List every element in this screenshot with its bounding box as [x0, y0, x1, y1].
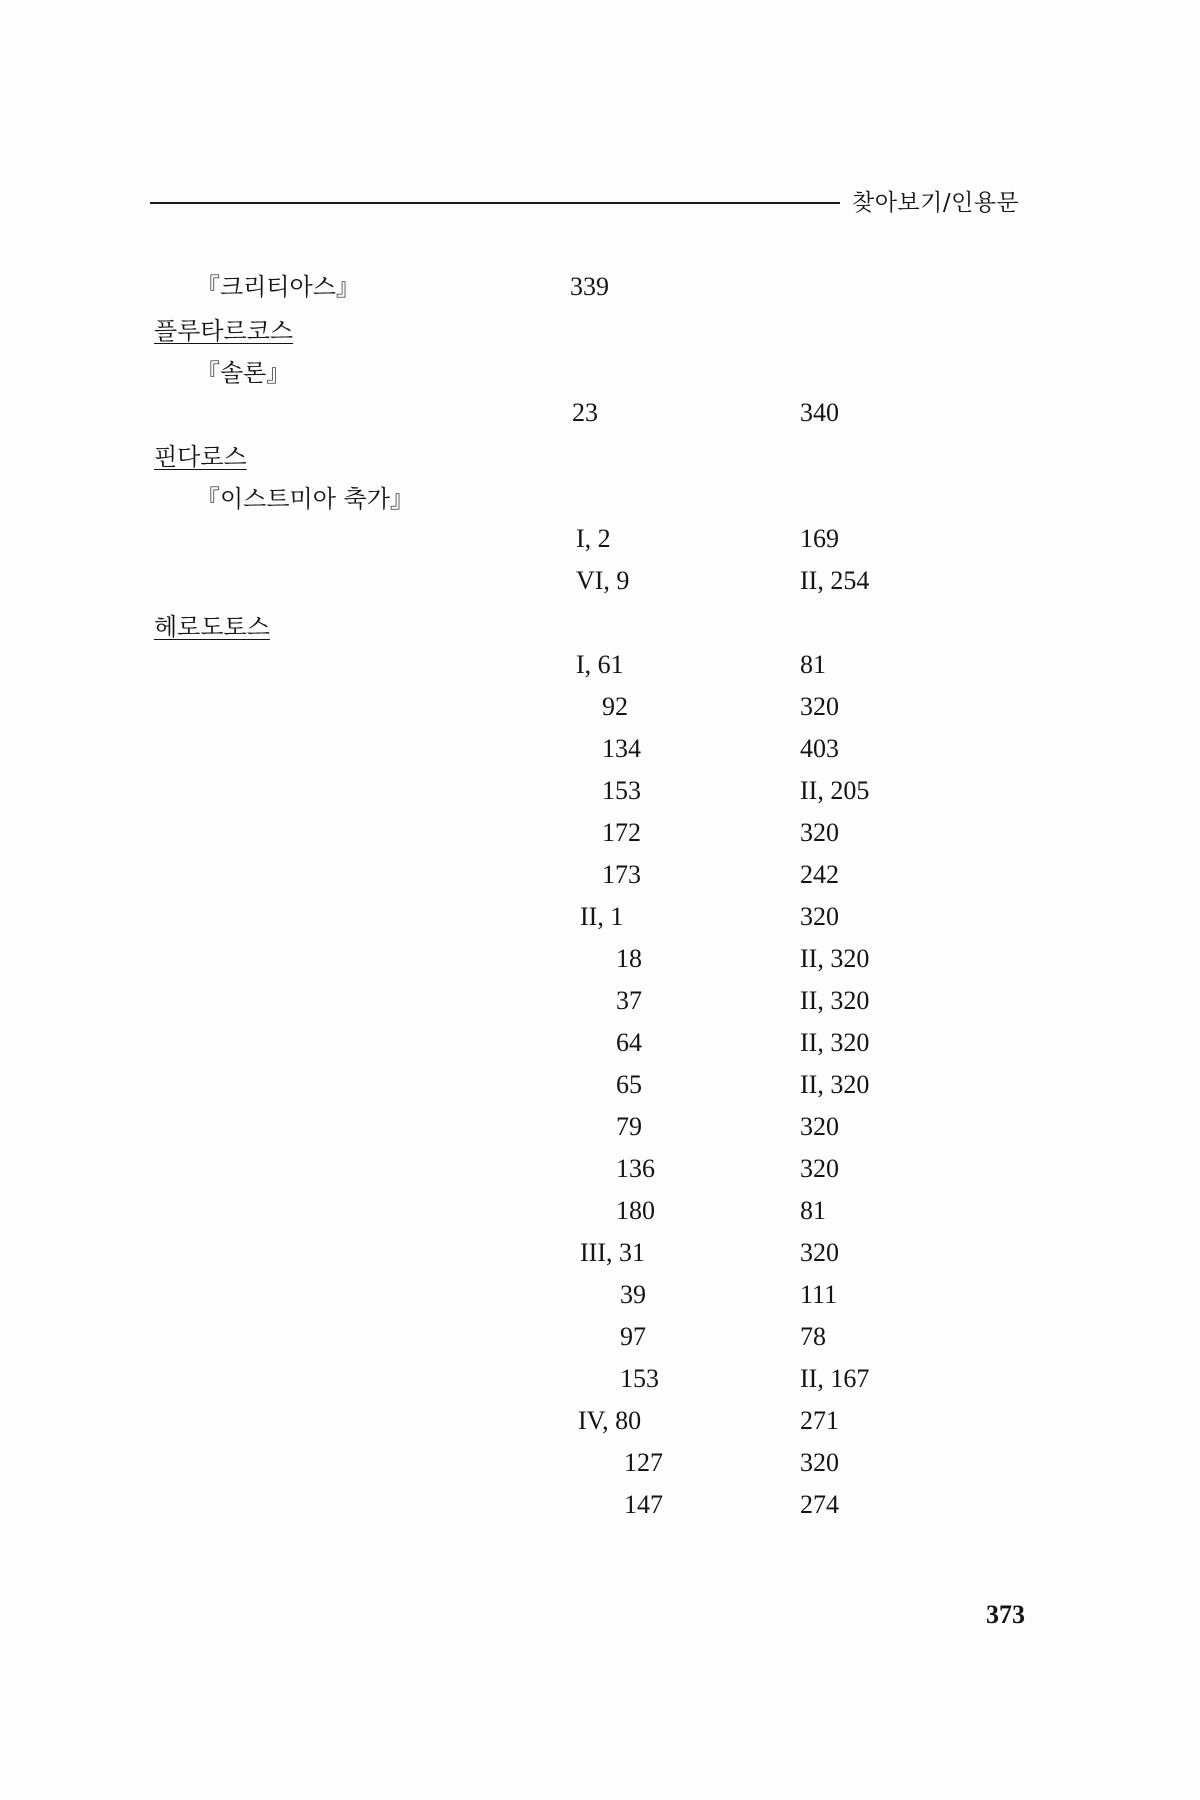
index-row [0, 690, 1200, 730]
page-ref: 320 [800, 1112, 839, 1141]
index-row [0, 900, 1200, 940]
index-row [0, 732, 1200, 772]
index-entry-kritias [0, 270, 1200, 310]
page-ref: 320 [800, 902, 839, 931]
index-row [0, 858, 1200, 898]
index-row [0, 774, 1200, 814]
page-ref: II, 205 [800, 776, 870, 805]
index-row [0, 522, 1200, 562]
citation-ref: 127 [624, 1448, 663, 1477]
citation-ref: 153 [602, 776, 641, 805]
page-ref: 81 [800, 1196, 826, 1225]
index-row [0, 1446, 1200, 1486]
page-ref: 403 [800, 734, 839, 763]
page-ref: 242 [800, 860, 839, 889]
page-ref: 320 [800, 692, 839, 721]
citation-ref: 39 [620, 1280, 646, 1309]
page-ref: 320 [800, 818, 839, 847]
page-ref: II, 320 [800, 1070, 870, 1099]
citation-ref: VI, 9 [576, 566, 630, 595]
page-ref: 274 [800, 1490, 839, 1519]
index-row [0, 1362, 1200, 1402]
index-entry-herodotos [0, 610, 1200, 650]
citation-ref: 97 [620, 1322, 646, 1351]
page-ref: II, 254 [800, 566, 870, 595]
page-ref: 111 [800, 1280, 838, 1309]
page-ref: 320 [800, 1154, 839, 1183]
page-number: 373 [986, 1600, 1025, 1629]
citation-ref: 153 [620, 1364, 659, 1393]
index-row [0, 1068, 1200, 1108]
index-row [0, 648, 1200, 688]
citation-ref: I, 61 [576, 650, 624, 679]
index-row [0, 1488, 1200, 1528]
index-row [0, 1320, 1200, 1360]
index-row-solon [0, 396, 1200, 436]
citation-ref: 134 [602, 734, 641, 763]
index-row [0, 1236, 1200, 1276]
citation-ref: 147 [624, 1490, 663, 1519]
index-row [0, 1404, 1200, 1444]
citation-ref: 18 [616, 944, 642, 973]
header-rule [150, 202, 840, 204]
citation-ref: 180 [616, 1196, 655, 1225]
citation-ref: IV, 80 [578, 1406, 642, 1435]
author-name: 헤로도토스 [154, 613, 270, 641]
page-ref: 320 [800, 1448, 839, 1477]
citation-ref: 136 [616, 1154, 655, 1183]
citation-ref: 173 [602, 860, 641, 889]
index-entry-plutarchos [0, 314, 1200, 354]
index-row [0, 1152, 1200, 1192]
index-row [0, 816, 1200, 856]
citation-ref: 92 [602, 692, 628, 721]
page-ref: 340 [800, 398, 839, 427]
citation-ref: 23 [572, 398, 598, 427]
page-ref: 81 [800, 650, 826, 679]
index-entry-isthmian [0, 482, 1200, 522]
citation-ref: 65 [616, 1070, 642, 1099]
index-entry-pindaros [0, 440, 1200, 480]
author-name: 핀다로스 [154, 443, 247, 471]
citation-ref: 64 [616, 1028, 642, 1057]
index-row [0, 942, 1200, 982]
work-title: 『크리티아스』 [196, 273, 360, 301]
author-name: 플루타르코스 [154, 317, 294, 345]
page-ref: 271 [800, 1406, 839, 1435]
page-ref: 320 [800, 1238, 839, 1267]
page-ref: II, 320 [800, 1028, 870, 1057]
work-title: 『이스트미아 축가』 [196, 485, 414, 513]
index-row [0, 1110, 1200, 1150]
running-header: 찾아보기/인용문 [852, 190, 1020, 216]
citation-ref: 79 [616, 1112, 642, 1141]
index-row [0, 1026, 1200, 1066]
page-ref: 169 [800, 524, 839, 553]
citation-ref: 172 [602, 818, 641, 847]
index-row [0, 1194, 1200, 1234]
index-row [0, 984, 1200, 1024]
page-ref: II, 320 [800, 944, 870, 973]
page-ref: 78 [800, 1322, 826, 1351]
citation-ref: 37 [616, 986, 642, 1015]
index-row [0, 1278, 1200, 1318]
index-row [0, 564, 1200, 604]
page-ref: II, 320 [800, 986, 870, 1015]
citation-ref: 339 [570, 272, 609, 301]
citation-ref: I, 2 [576, 524, 611, 553]
citation-ref: II, 1 [580, 902, 624, 931]
citation-ref: III, 31 [580, 1238, 645, 1267]
index-entry-solon [0, 356, 1200, 396]
page-ref: II, 167 [800, 1364, 870, 1393]
work-title: 『솔론』 [196, 359, 291, 387]
